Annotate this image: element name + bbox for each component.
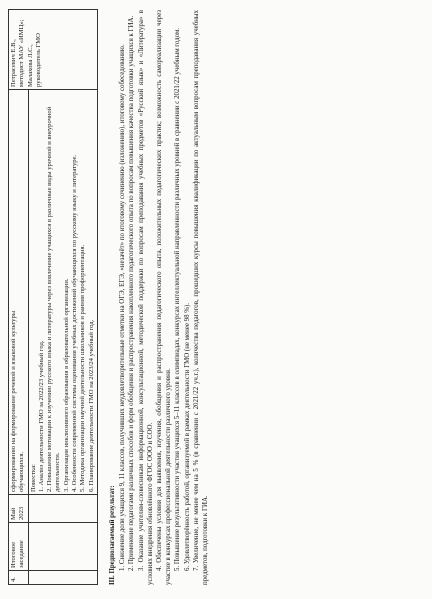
result-item: 1. Снижение доли учащихся 9, 11 классов, получивших неудовлетворительные отметки на ОГЭ, ЕГЭ, «незачёт» по итоговому сочинению (изложению), итоговому собеседованию.	[119, 44, 127, 571]
responsible-cell	[9, 10, 98, 90]
table-row	[28, 10, 97, 585]
agenda-item: 4. Особенности современной системы оценивания учебных достижений обучающихся по русскому языку и литературе.	[71, 154, 79, 492]
topic-line: обучающихся.	[18, 451, 26, 492]
topic-line: сформированию на формирование речевой и языковой культуры	[10, 310, 17, 492]
event-cell-empty	[28, 523, 97, 571]
agenda-item: 5. Методика организации научной деятельности школьников и ранняя профориентация.	[79, 244, 87, 492]
content-cell	[9, 90, 29, 495]
result-item: 6. Удовлетворённость работой, организуемой в рамках деятельности ГМО (не менее 98 %).	[183, 302, 191, 571]
date-cell: Май 2023	[9, 495, 29, 523]
table-row	[9, 10, 29, 585]
row-number-empty	[28, 571, 97, 585]
result-item: 7. Увеличение, не менее чем на 5 % (в сравнении с 2021/22 уч.г.), количества педагогов, прошедших курсы повышения квалификации по актуальным вопросам преподавания учебных предметов, подготовки к ГИА.	[192, 10, 209, 585]
responsible-person: Петрасевич Е.В., методист МАУ «ИМЦ»;	[10, 19, 26, 87]
result-item: 4. Обеспечены условия для выявления, изучения, обобщения и распространения педагогического опыта, положительных педагогических практик; возможность самореализации через участие в конкурсах профессиональной деятельности различного уровня.	[155, 10, 173, 585]
agenda-cell	[28, 90, 97, 495]
plan-table	[8, 9, 98, 585]
agenda-item: 1. Анализ деятельности ГМО за 2022/23 учебный год.	[37, 340, 45, 492]
results-title: III. Предполагаемый результат:	[108, 485, 116, 585]
result-item: 3. Оказание учителям-словесникам информационной, консультационной, методической поддержки по вопросам преподавания учебных предметов «Русский язык» и «Литература» в условиях внедрения обновлённого ФГОС ООО и СОО.	[137, 10, 154, 585]
topic-text	[10, 92, 27, 492]
agenda-item: 3. Организация инклюзивного образования в образовательной организации.	[62, 278, 70, 492]
row-number: 4.	[9, 571, 29, 585]
agenda-item: 6. Планирование деятельности ГМО на 2023/24 учебный год.	[87, 319, 95, 492]
expected-results	[108, 10, 210, 585]
result-item: 5. Повышение результативности участия учащихся 5–11 классов в олимпиадах, конкурсах интеллектуальной направленности различных уровней в сравнении с 2021/22 учебным годом.	[174, 27, 182, 571]
event-cell: Итоговое заседание	[9, 523, 29, 571]
page-content	[8, 10, 210, 585]
agenda-list	[38, 92, 96, 492]
responsible-person: Малахова Л.С., руководитель ГМО	[26, 33, 42, 87]
agenda-item: 2. Повышение мотивации к изучению русского языка и литературы через вовлечение учащихся в различные виды урочной и внеурочной деятельности.	[46, 106, 62, 492]
result-item: 2. Применение педагогами различных способов и форм обобщения и распространения накопленного педагогического опыта по вопросам повышения качества подготовки учащихся к ГИА.	[128, 15, 136, 571]
date-cell-empty	[28, 495, 97, 523]
agenda-label: Повестка:	[29, 464, 37, 492]
